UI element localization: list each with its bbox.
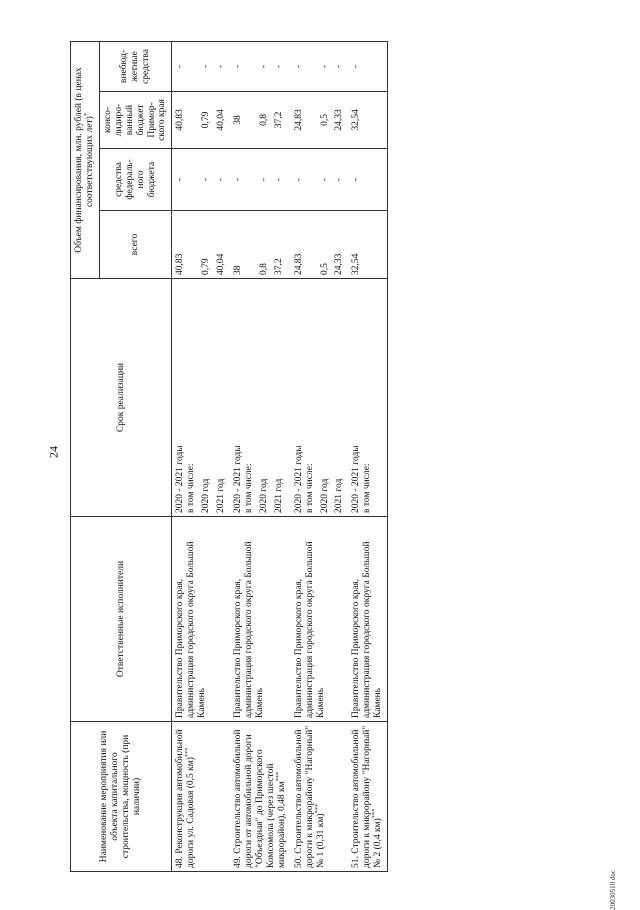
row-total: 24,83: [293, 253, 304, 275]
row-sub-regional: 0,5: [319, 114, 330, 126]
row-number: 50.: [293, 856, 304, 868]
row-extra-cell: [230, 41, 291, 91]
row-sub-federal: -: [273, 177, 284, 182]
header-regional: консо-лидиро-ванный бюджет Примор-ского края: [99, 91, 172, 148]
row-including: в том числе:: [243, 463, 254, 513]
table-row: [172, 41, 230, 871]
row-spacer: [305, 152, 316, 207]
row-extra: -: [175, 64, 186, 69]
row-total: 32,54: [351, 253, 362, 275]
row-sub-extra: -: [201, 64, 212, 69]
header-financing-text: Объем финансирования, млн. рублей (в ценах соответствующих лет): [74, 67, 95, 253]
header-row-1: [71, 41, 100, 871]
row-sub-year: 2021 год: [334, 478, 345, 513]
row-sub-total: 0,79: [201, 258, 212, 275]
row-spacer: [244, 214, 255, 275]
table-row: [348, 41, 387, 871]
row-federal-cell: [291, 148, 349, 210]
row-executor-cell: [291, 517, 349, 722]
row-sub-federal: -: [201, 177, 212, 182]
row-period: 2020 - 2021 годы: [233, 445, 244, 513]
row-sub-extra: -: [319, 64, 330, 69]
financing-table: [70, 41, 388, 872]
row-sub-federal: -: [334, 177, 345, 182]
header-total: всего: [99, 210, 172, 278]
row-name-line: [351, 725, 384, 868]
row-name-line: [175, 725, 197, 868]
row-note-mark: ***: [274, 771, 282, 782]
row-extra-cell: [348, 41, 387, 91]
row-note-mark: ***: [313, 803, 321, 814]
row-spacer: [186, 45, 197, 88]
row-spacer: [362, 45, 373, 88]
row-regional: 32,54: [351, 109, 362, 131]
row-executor-cell: [230, 517, 291, 722]
row-sub-extra: -: [273, 64, 284, 69]
row-spacer: [186, 152, 197, 207]
row-sub-federal: -: [258, 177, 269, 182]
row-executor: Правительство Приморского края, администрация городского округа Большой Камень: [175, 541, 208, 718]
row-name-cell: [230, 722, 291, 872]
row-name-cell: [172, 722, 230, 872]
row-sub-federal: -: [319, 177, 330, 182]
row-sub-total: 37,2: [273, 258, 284, 275]
rotated-table-container: [70, 42, 585, 872]
row-spacer: [186, 95, 197, 145]
row-executor: Правительство Приморского края, администрация городского округа Большой Камень: [233, 541, 265, 718]
row-executor-cell: [348, 517, 387, 722]
row-regional: 24,83: [293, 109, 304, 131]
row-sub-year: 2021 год: [216, 478, 227, 513]
row-sub-extra: -: [216, 64, 227, 69]
row-extra-cell: [172, 41, 230, 91]
row-name-cell: [348, 722, 387, 872]
row-sub-regional: 37,2: [273, 111, 284, 129]
row-regional-cell: [172, 91, 230, 148]
row-extra-cell: [291, 41, 349, 91]
row-federal-cell: [172, 148, 230, 210]
row-extra: -: [293, 64, 304, 69]
row-spacer: [362, 214, 373, 275]
row-period-cell: [230, 278, 291, 516]
row-regional-cell: [291, 91, 349, 148]
row-number: 48.: [175, 856, 186, 868]
table-row: [230, 41, 291, 871]
row-executor: Правительство Приморского края, администрация городского округа Большой Камень: [351, 541, 384, 718]
table-row: [291, 41, 349, 871]
row-spacer: [305, 95, 316, 145]
row-sub-regional: 40,04: [216, 109, 227, 131]
row-federal-cell: [230, 148, 291, 210]
row-period-cell: [172, 278, 230, 516]
row-spacer: [244, 152, 255, 207]
row-executor-cell: [172, 517, 230, 722]
page-number: 24: [46, 446, 61, 458]
row-period-cell: [291, 278, 349, 516]
header-executors: Ответственные исполнители: [71, 517, 172, 722]
header-financing-group: [71, 41, 100, 278]
row-spacer: [244, 45, 255, 88]
row-including: в том числе:: [304, 463, 315, 513]
row-regional-cell: [230, 91, 291, 148]
row-spacer: [305, 214, 316, 275]
row-total-cell: [172, 210, 230, 278]
row-total: 40,83: [175, 253, 186, 275]
row-total-cell: [348, 210, 387, 278]
document-code: 20030510 doc: [609, 870, 617, 910]
row-federal: -: [351, 177, 362, 182]
row-number: 49.: [233, 856, 244, 868]
row-sub-total: 0,5: [319, 263, 330, 275]
row-sub-year: 2021 год: [273, 478, 284, 513]
row-number: 51.: [351, 856, 362, 868]
row-federal-cell: [348, 148, 387, 210]
row-name: Строительство автомобильной дороги к микрорайону "Нагорный" № 2 (0,4 км): [351, 725, 384, 868]
row-name-line: [294, 725, 327, 868]
row-sub-year: 2020 год: [319, 478, 330, 513]
row-including: в том числе:: [362, 463, 373, 513]
row-period-cell: [348, 278, 387, 516]
row-sub-year: 2020 год: [201, 478, 212, 513]
row-sub-total: 24,33: [334, 253, 345, 275]
row-extra: -: [351, 64, 362, 69]
header-extra: внебюд-жетные средства: [99, 41, 172, 91]
row-name: Реконструкция автомобильной дороги ул. Садовая (0,5 км): [175, 729, 197, 868]
table-body: [172, 41, 388, 871]
row-regional: 40,83: [175, 109, 186, 131]
row-spacer: [244, 95, 255, 145]
row-name-cell: [291, 722, 349, 872]
row-sub-total: 0,8: [258, 263, 269, 275]
row-sub-regional: 0,8: [258, 114, 269, 126]
row-sub-federal: -: [216, 177, 227, 182]
row-federal: -: [175, 177, 186, 182]
row-federal: -: [233, 177, 244, 182]
row-sub-extra: -: [258, 64, 269, 69]
row-sub-extra: -: [334, 64, 345, 69]
row-total-cell: [230, 210, 291, 278]
row-name: Строительство автомобильной дороги от автомобильной дороги "Объездная" до Приморского Комсомола (через шестой микрорайон), 0,48 км: [233, 729, 287, 868]
row-spacer: [186, 214, 197, 275]
row-sub-total: 40,04: [216, 253, 227, 275]
row-name: Строительство автомобильной дороги к микрорайону "Нагорный" № 1 (0,31 км): [293, 725, 326, 868]
row-note-mark: ***: [184, 747, 192, 758]
row-period: 2020 - 2021 годы: [175, 445, 186, 513]
row-note-mark: ***: [371, 808, 379, 819]
header-federal: средства федераль-ного бюджета: [99, 148, 172, 210]
row-sub-regional: 24,33: [334, 109, 345, 131]
row-total-cell: [291, 210, 349, 278]
row-regional: 38: [233, 115, 244, 125]
row-name-line: [233, 725, 288, 868]
row-extra: -: [233, 64, 244, 69]
row-regional-cell: [348, 91, 387, 148]
header-period: Срок реализации: [71, 278, 172, 516]
row-sub-regional: 0,79: [201, 111, 212, 129]
header-financing-mark: *: [82, 112, 90, 117]
row-period: 2020 - 2021 годы: [351, 445, 362, 513]
row-including: в том числе:: [186, 463, 197, 513]
row-executor: Правительство Приморского края, администрация городского округа Большой Камень: [293, 541, 326, 718]
row-spacer: [362, 95, 373, 145]
header-name: Наименование мероприятия или объекта капитального строительства, мощность (при наличии): [71, 722, 172, 872]
row-total: 38: [233, 265, 244, 275]
row-spacer: [362, 152, 373, 207]
row-spacer: [305, 45, 316, 88]
row-sub-year: 2020 год: [258, 478, 269, 513]
row-federal: -: [293, 177, 304, 182]
row-period: 2020 - 2021 годы: [293, 445, 304, 513]
